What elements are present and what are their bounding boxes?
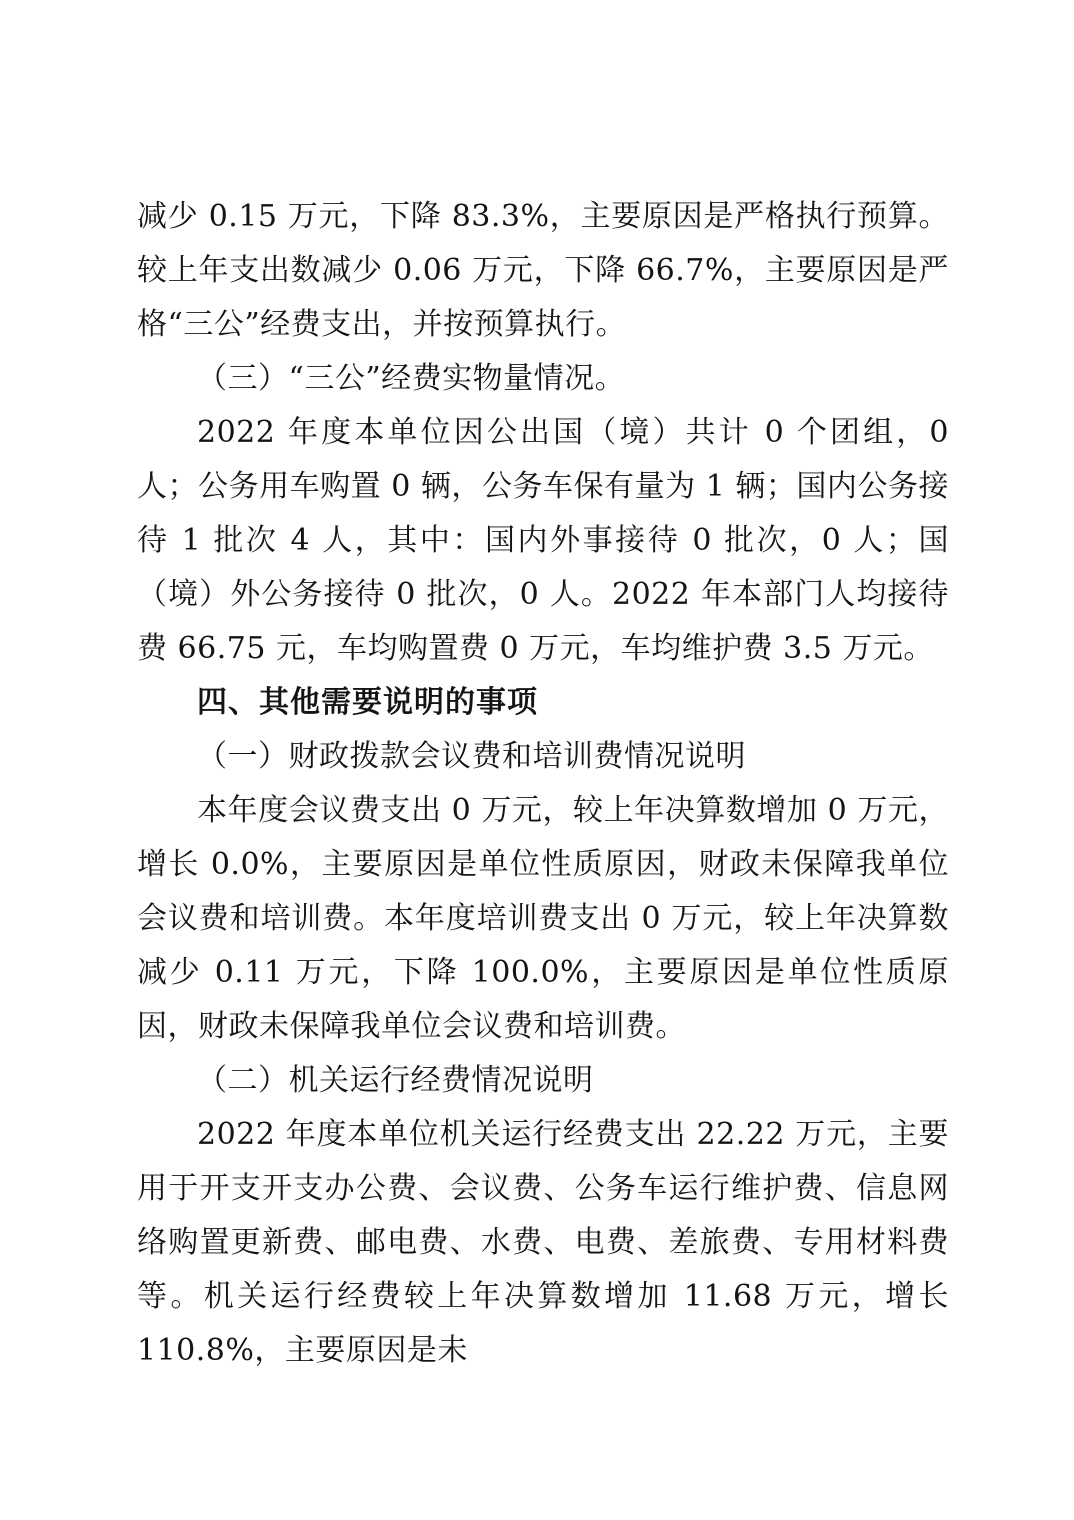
subsection-heading-operating-expenses: （二）机关运行经费情况说明 bbox=[197, 1063, 594, 1098]
body-paragraph-three-public-quantities: 2022 年度本单位因公出国（境）共计 0 个团组，0 人；公务用车购置 0 辆，公务车保有量为 1 辆；国内公务接待 1 批次 4 人，其中：国内外事接待 0 批次，0 人；国（境）外公务接待 0 批次，0 人。2022 年本部门人均接待费 66.75 元，车均购置费 0 万元，车均维护费 3.5 万元。 bbox=[137, 415, 949, 666]
body-paragraph-operating-expenses: 2022 年度本单位机关运行经费支出 22.22 万元，主要用于开支开支办公费、会议费、公务车运行维护费、信息网络购置更新费、邮电费、水费、电费、差旅费、专用材料费等。机关运行经费较上年决算数增加 11.68 万元，增长 110.8%，主要原因是未 bbox=[137, 1117, 949, 1368]
subsection-heading-meeting-training-fees: （一）财政拨款会议费和培训费情况说明 bbox=[197, 739, 746, 774]
section-heading-other-matters: 四、其他需要说明的事项 bbox=[197, 685, 538, 720]
continuation-body-paragraph: 减少 0.15 万元，下降 83.3%，主要原因是严格执行预算。较上年支出数减少 0.06 万元，下降 66.7%，主要原因是严格“三公”经费支出，并按预算执行。 bbox=[137, 199, 949, 342]
document-text-block bbox=[137, 190, 949, 1378]
subsection-heading-three-public-expenses: （三）“三公”经费实物量情况。 bbox=[197, 361, 626, 396]
body-paragraph-meeting-training-fees: 本年度会议费支出 0 万元，较上年决算数增加 0 万元，增长 0.0%，主要原因是单位性质原因，财政未保障我单位会议费和培训费。本年度培训费支出 0 万元，较上年决算数减少 0.11 万元，下降 100.0%，主要原因是单位性质原因，财政未保障我单位会议费和培训费。 bbox=[137, 793, 949, 1044]
